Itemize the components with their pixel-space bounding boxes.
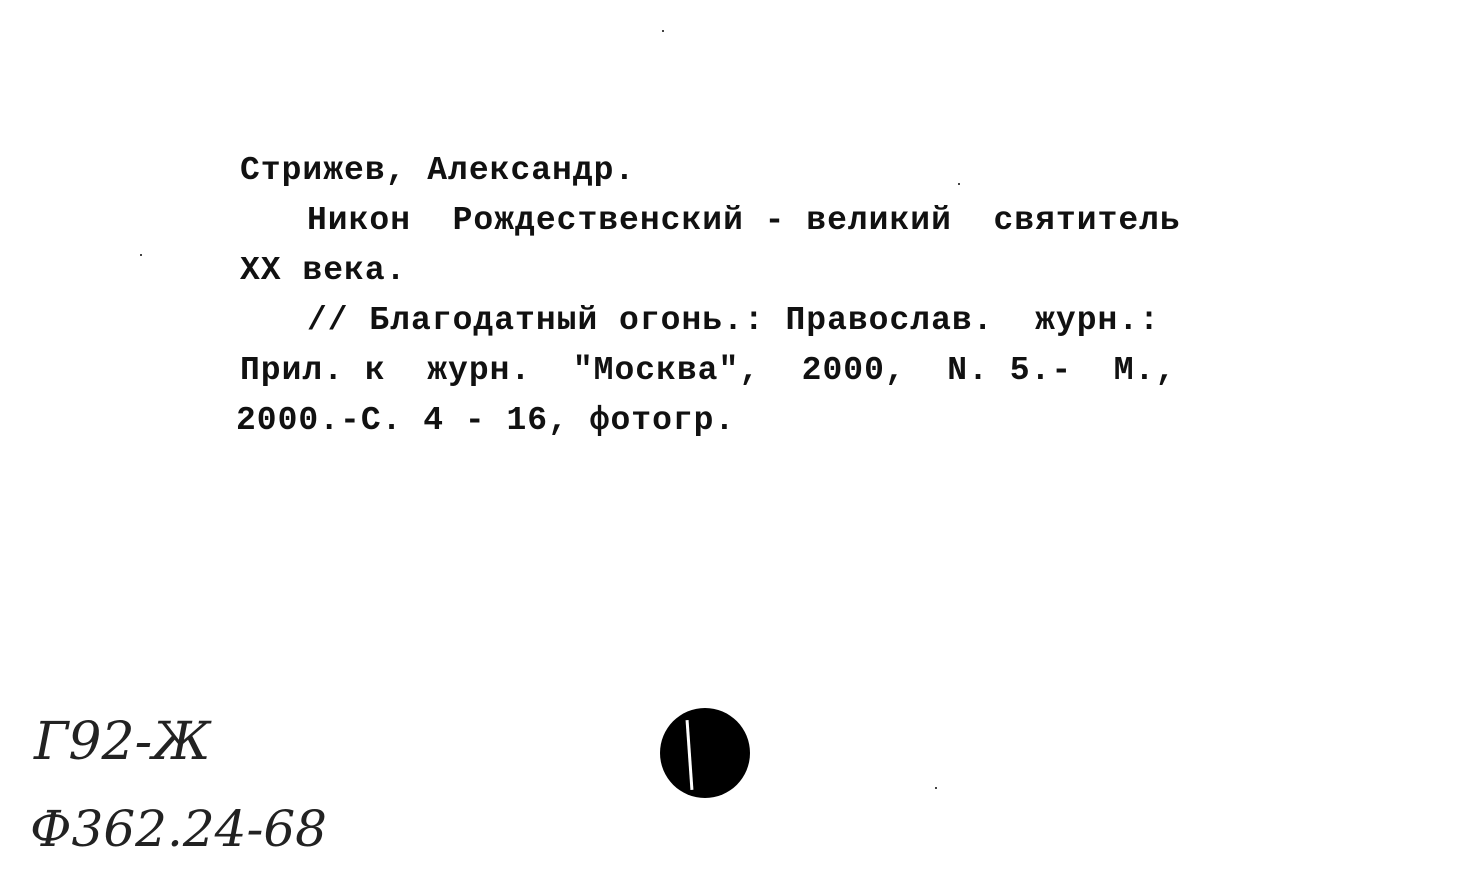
- card-source-line-2: Прил. к журн. "Москва", 2000, N. 5.- М.,: [240, 352, 1177, 389]
- punch-notch-icon: ⁾: [745, 748, 751, 773]
- card-title-line-2: XX века.: [240, 252, 407, 289]
- dust-speck: [935, 787, 937, 789]
- dust-speck: [140, 254, 142, 256]
- card-author: Стрижев, Александр.: [240, 152, 636, 189]
- punch-hole-crack: [686, 720, 694, 790]
- card-source-line-3: 2000.-С. 4 - 16, фотогр.: [236, 402, 736, 439]
- card-source-line-1: // Благодатный огонь.: Православ. журн.:: [307, 302, 1160, 339]
- dust-speck: [662, 30, 664, 32]
- shelf-mark-2: Ф362.24-68: [30, 800, 327, 858]
- dust-speck: [958, 183, 960, 185]
- card-title-line-1: Никон Рождественский - великий святитель: [307, 202, 1181, 239]
- punch-hole-icon: [660, 708, 750, 798]
- shelf-mark-1: Г92-Ж: [34, 712, 211, 772]
